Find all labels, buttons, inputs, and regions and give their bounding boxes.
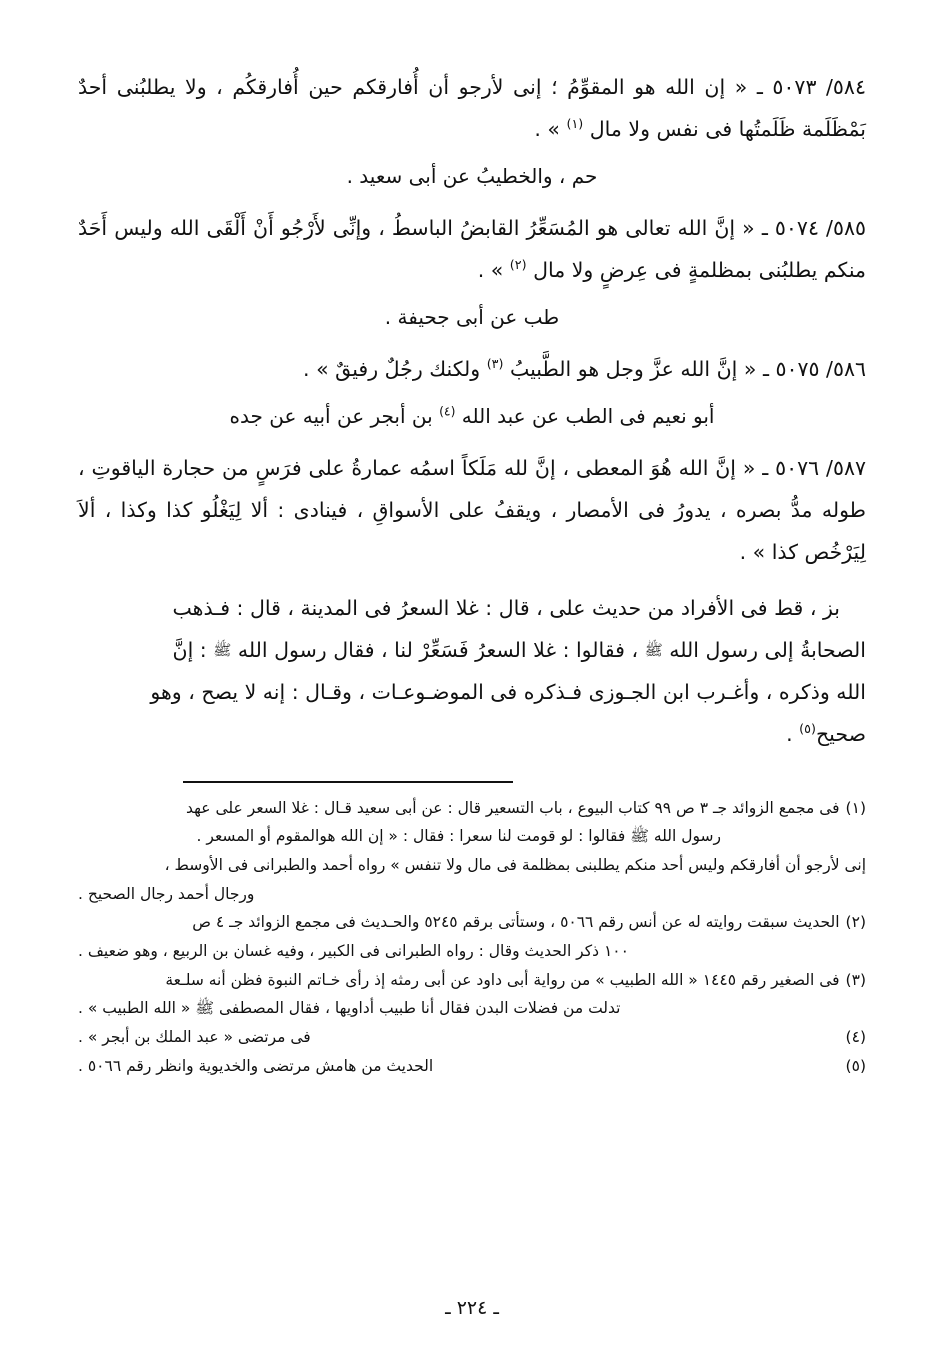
footnote-text-3-line-2: تدلت من فضلات البدن فقال أنا طبيب أداويها ، فقال المصطفى ﷺ « الله الطبيب » . xyxy=(78,999,621,1018)
footnote-text-1-line-2: رسول الله ﷺ فقالوا : لو قومت لنا سعرا : فقال : « إن الله هوالمقوم أو المسعر . xyxy=(196,827,722,846)
narrator-5075-after: بن أبجر عن أبيه عن جده xyxy=(229,404,440,429)
narrator-5075-before: أبو نعيم فى الطب عن عبد الله xyxy=(455,404,715,429)
hadith-reference-5073: ٥٨٤/ ٥٠٧٣ ـ xyxy=(756,75,866,99)
commentary-line-4 xyxy=(78,713,866,755)
footnote-marker-4: (٤) xyxy=(439,403,456,419)
commentary-line-4-text: صحيح xyxy=(815,722,866,747)
footnote-marker-1: (١) xyxy=(566,116,584,132)
footnote-marker-5: (٥) xyxy=(799,721,816,737)
footnote-number-3: (٣) xyxy=(845,970,866,989)
hadith-entry-5074 xyxy=(78,207,866,291)
footnote-marker-2: (٢) xyxy=(509,257,527,273)
footnotes-block xyxy=(78,795,866,1080)
footnote-item-5 xyxy=(78,1053,866,1080)
footnote-divider xyxy=(183,781,513,783)
hadith-text-5076: « إنَّ الله هُوَ المعطى ، إنَّ لله مَلَكاً اسمُه عمارةُ على فرَسٍ من حجارة الياقوتِ ، طوله مدُّ بصره ، يدورُ فى الأمصار ، ويقفُ على الأسواقِ ، فينادى : ألا لِيَغْلُو كذا وكذا ، ألاَ لِيَرْخُص كذا » . xyxy=(78,456,866,565)
narrator-line-5073: حم ، والخطيبُ عن أبى سعيد . xyxy=(346,164,598,189)
footnote-text-3-line-1: فى الصغير رقم ١٤٤٥ « الله الطبيب » من رواية أبى داود عن أبى رمثه إذ رأى خـاتم النبوة فظن أنه سلـعة xyxy=(165,970,840,989)
footnote-item-1-cont-2 xyxy=(78,852,866,879)
footnote-text-1-line-4: ورجال أحمد رجال الصحيح . xyxy=(78,884,255,903)
footnote-item-1 xyxy=(78,795,866,822)
footnote-number-1: (١) xyxy=(845,798,866,817)
footnote-text-2-line-1: الحديث سبقت روايته له عن أنس رقم ٥٠٦٦ ، وستأتى برقم ٥٢٤٥ والحـديث فى مجمع الزوائد جـ ٤ ص xyxy=(192,913,840,932)
commentary-line-2-a: الصحابةُ إلى رسول الله xyxy=(662,638,866,663)
footnote-item-4 xyxy=(78,1024,866,1051)
hadith-tail-5074: » . xyxy=(477,258,510,283)
commentary-line-4-tail: . xyxy=(786,722,800,747)
hadith-tail-5073: » . xyxy=(534,117,567,142)
footnote-item-1-cont-1 xyxy=(78,823,866,850)
salla-allah-icon: ﷺ xyxy=(644,641,663,660)
footnote-text-5: الحديث من هامش مرتضى والخديوية وانظر رقم ٥٠٦٦ . xyxy=(78,1056,434,1075)
commentary-line-2-c: : إنَّ xyxy=(172,638,214,663)
hadith-entry-5073 xyxy=(78,66,866,150)
hadith-text-5073: « إن الله هو المقوِّمُ ؛ إنى لأرجو أن أُفارقكم حين أُفارقكُم ، ولا يطلبُنى أحدٌ بَمْظَلَمة ظَلَمتُها فى نفس ولا مال xyxy=(78,75,866,142)
narrator-line-5075 xyxy=(78,396,866,437)
footnote-item-3-cont-1 xyxy=(78,995,866,1022)
commentary-line-2-b: ، فقالوا : غلا السعرُ فَسَعِّرْ لنا ، فقال رسول الله xyxy=(231,638,645,663)
footnote-number-5: (٥) xyxy=(845,1056,866,1075)
salla-allah-icon-2: ﷺ xyxy=(213,641,232,660)
commentary-line-2 xyxy=(78,629,866,671)
commentary-line-3: الله وذكره ، وأغـرب ابن الجـوزى فـذكره فى الموضـوعـات ، وقـال : إنه لا يصح ، وهو xyxy=(150,680,866,705)
footnote-text-1-line-1: فى مجمع الزوائد جـ ٣ ص ٩٩ كتاب البيوع ، باب التسعير قال : عن أبى سعيد قـال : غلا السعر على عهد xyxy=(186,798,840,817)
hadith-reference-5075: ٥٨٦/ ٥٠٧٥ ـ xyxy=(762,357,866,382)
footnote-text-1-line-3: إنى لأرجو أن أفارقكم وليس أحد منكم يطلبنى بمظلمة فى مال ولا تنفس » رواه أحمد والطبرانى فى الأوسط ، xyxy=(164,856,866,874)
footnote-item-2 xyxy=(78,909,866,936)
main-text-block xyxy=(78,66,866,755)
footnote-marker-3: (٣) xyxy=(486,356,504,372)
hadith-text-5074: « إنَّ الله تعالى هو المُسَعِّرُ القابضُ الباسطُ ، وإنِّى لأَرْجُو أَنْ أَلْقَى الله وليس أَحَدٌ منكم يطلبُنى بمظلمةٍ فى عِرضٍ ولا مال xyxy=(78,216,866,283)
footnote-item-1-cont-3 xyxy=(78,881,866,908)
page-number: ـ ٢٢٤ ـ xyxy=(445,1297,499,1319)
hadith-entry-5076 xyxy=(78,447,866,573)
footnote-text-2-line-2: ١٠٠ ذكر الحديث وقال : رواه الطبرانى فى الكبير ، وفيه غسان بن الربيع ، وهو ضعيف . xyxy=(78,941,629,960)
hadith-entry-5075 xyxy=(78,348,866,390)
hadith-reference-5076: ٥٨٧/ ٥٠٧٦ ـ xyxy=(762,456,866,481)
hadith-tail-5075: ولكنك رجُلٌ رفيقٌ » . xyxy=(303,357,487,382)
narrator-line-5074: طب عن أبى جحيفة . xyxy=(384,305,560,330)
hadith-text-5075: « إنَّ الله عزَّ وجل هو الطَّبيبُ xyxy=(503,357,757,382)
footnote-text-4: فى مرتضى « عبد الملك بن أبجر » . xyxy=(78,1027,311,1046)
hadith-reference-5074: ٥٨٥/ ٥٠٧٤ ـ xyxy=(761,216,866,241)
commentary-line-1: بز ، قط فى الأفراد من حديث على ، قال : غلا السعرُ فى المدينة ، قال : فـذهب xyxy=(172,596,840,621)
footnote-number-4: (٤) xyxy=(845,1027,866,1046)
footnote-item-2-cont-1 xyxy=(78,938,866,965)
footnote-number-2: (٢) xyxy=(845,913,866,932)
footnote-item-3 xyxy=(78,967,866,994)
